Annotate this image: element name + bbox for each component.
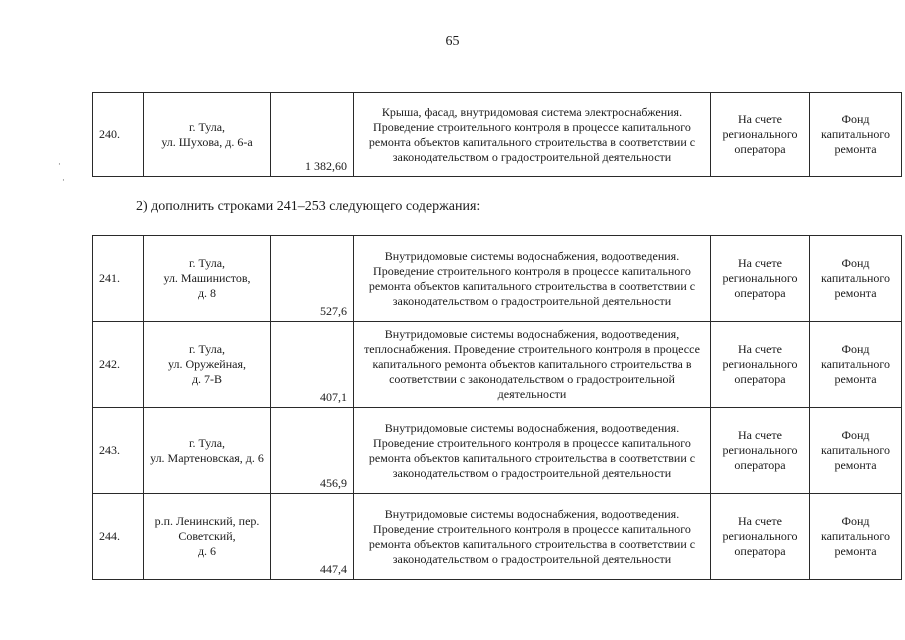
row-funding-source: Фонд капитального ремонта: [810, 494, 902, 580]
row-funding-source: Фонд капитального ремонта: [810, 322, 902, 408]
row-address: [144, 494, 271, 580]
margin-mark: ·: [62, 176, 65, 186]
row-work-description: Внутридомовые системы водоснабжения, водоотведения. Проведение строительного контроля в процессе капитального ремонта объектов капитального строительства в соответствии с законодательством о градостроительной деятельности: [354, 494, 711, 580]
row-address-line: г. Тула,: [188, 342, 226, 356]
row-address-line: г. Тула,: [188, 119, 226, 134]
row-address-line: г. Тула,: [188, 435, 226, 450]
page-number: 65: [445, 34, 460, 49]
row-address-line: Советский,: [178, 529, 236, 543]
row-area: 1 382,60: [271, 93, 354, 177]
row-accumulation-method: На счете регионального оператора: [711, 93, 810, 177]
row-address-line: г. Тула,: [188, 256, 226, 270]
row-address: [144, 408, 271, 494]
row-area: 527,6: [271, 236, 354, 322]
row-work-description: Внутридомовые системы водоснабжения, водоотведения. Проведение строительного контроля в процессе капитального ремонта объектов капитального строительства в соответствии с законодательством о градостроительной деятельности: [354, 236, 711, 322]
row-funding-source: Фонд капитального ремонта: [810, 93, 902, 177]
row-number: 244.: [93, 494, 144, 580]
row-accumulation-method: На счете регионального оператора: [711, 322, 810, 408]
row-accumulation-method: На счете регионального оператора: [711, 494, 810, 580]
row-area: 447,4: [271, 494, 354, 580]
row-address: [144, 236, 271, 322]
table-row: [93, 93, 902, 177]
row-address-line: д. 8: [197, 286, 217, 300]
row-accumulation-method: На счете регионального оператора: [711, 236, 810, 322]
table-previous-rows: [92, 92, 902, 177]
table-row: [93, 236, 902, 322]
row-work-description: Крыша, фасад, внутридомовая система электроснабжения. Проведение строительного контроля в процессе капитального ремонта объектов капитального строительства в соответствии с законодательством о градостроительной деятельности: [354, 93, 711, 177]
row-address-line: ул. Машинистов,: [163, 271, 251, 285]
row-funding-source: Фонд капитального ремонта: [810, 236, 902, 322]
table-row: [93, 494, 902, 580]
row-address-line: р.п. Ленинский, пер.: [154, 514, 260, 528]
row-area: 456,9: [271, 408, 354, 494]
row-address-line: ул. Мартеновская, д. 6: [150, 450, 264, 465]
margin-mark: ·: [58, 160, 61, 170]
row-work-description: Внутридомовые системы водоснабжения, водоотведения, теплоснабжения. Проведение строительного контроля в процессе капитального ремонта объектов капитального строительства в соответствии с законодательством о градостроительной деятельности: [354, 322, 711, 408]
instruction-text: 2) дополнить строками 241–253 следующего содержания:: [136, 199, 481, 214]
row-address-line: ул. Шухова, д. 6-а: [161, 134, 253, 149]
row-number: 242.: [93, 322, 144, 408]
table-added-rows: [92, 235, 902, 580]
table-row: [93, 322, 902, 408]
row-number: 243.: [93, 408, 144, 494]
row-address-line: д. 6: [197, 544, 217, 558]
row-funding-source: Фонд капитального ремонта: [810, 408, 902, 494]
row-address: [144, 93, 271, 177]
row-number: 241.: [93, 236, 144, 322]
row-address-line: д. 7-В: [191, 372, 223, 386]
row-address-line: ул. Оружейная,: [168, 357, 246, 371]
row-work-description: Внутридомовые системы водоснабжения, водоотведения. Проведение строительного контроля в процессе капитального ремонта объектов капитального строительства в соответствии с законодательством о градостроительной деятельности: [354, 408, 711, 494]
row-number: 240.: [93, 93, 144, 177]
row-area: 407,1: [271, 322, 354, 408]
row-accumulation-method: На счете регионального оператора: [711, 408, 810, 494]
table-row: [93, 408, 902, 494]
row-address: [144, 322, 271, 408]
